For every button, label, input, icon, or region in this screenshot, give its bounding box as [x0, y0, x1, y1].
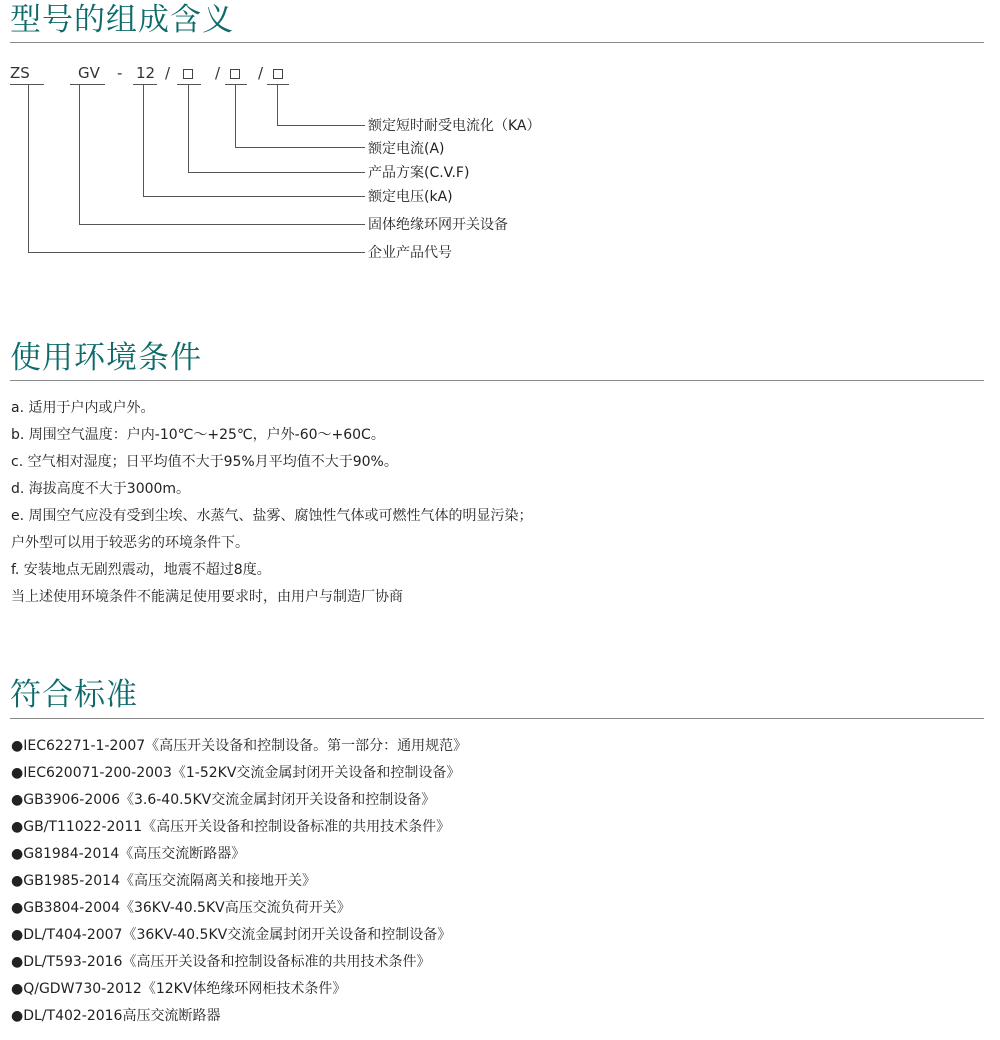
conditions-section-title: 使用环境条件 [10, 340, 202, 376]
conditions-section-divider [10, 380, 984, 381]
leader-vertical-gv [79, 84, 80, 224]
code-part-12: 12 [136, 64, 156, 82]
code-slash-2: / [215, 64, 221, 82]
condition-line: a. 适用于户内或户外。 [11, 400, 155, 416]
model-section-divider [10, 42, 984, 43]
condition-line: 当上述使用环境条件不能满足使用要求时，由用户与制造厂协商 [11, 589, 403, 605]
leader-vertical-zs [28, 84, 29, 252]
code-placeholder-box-2 [230, 69, 240, 79]
standard-item: ●DL/T593-2016《高压开关设备和控制设备标准的共用技术条件》 [11, 954, 431, 970]
code-underline-box-2 [225, 84, 247, 85]
model-section-title: 型号的组成含义 [10, 2, 234, 38]
code-part-zs: ZS [10, 64, 30, 82]
condition-line: e. 周围空气应没有受到尘埃、水蒸气、盐雾、腐蚀性气体或可燃性气体的明显污染； [11, 508, 533, 524]
code-underline-zs [10, 84, 44, 85]
code-underline-box-1 [177, 84, 201, 85]
code-dash: - [117, 64, 123, 82]
desc-rated-voltage: 额定电压(kA) [368, 189, 453, 205]
leader-vertical-box-1 [188, 84, 189, 172]
condition-line: b. 周围空气温度：户内-10℃～+25℃，户外-60～+60C。 [11, 427, 385, 443]
code-underline-box-3 [267, 84, 289, 85]
standard-item: ●IEC620071-200-2003《1-52KV交流金属封闭开关设备和控制设备》 [11, 765, 461, 781]
code-underline-gv [70, 84, 105, 85]
standard-item: ●G81984-2014《高压交流断路器》 [11, 846, 246, 862]
condition-line: f. 安装地点无剧烈震动，地震不超过8度。 [11, 562, 271, 578]
code-underline-12 [133, 84, 157, 85]
desc-product-scheme: 产品方案(C.V.F) [368, 165, 470, 181]
standard-item: ●GB3804-2004《36KV-40.5KV高压交流负荷开关》 [11, 900, 351, 916]
code-placeholder-box-3 [273, 69, 283, 79]
standards-section-divider [10, 718, 984, 719]
code-placeholder-box-1 [183, 69, 193, 79]
desc-enterprise-code: 企业产品代号 [368, 245, 452, 261]
code-slash-3: / [258, 64, 264, 82]
code-part-gv: GV [78, 64, 100, 82]
condition-line: d. 海拔高度不大于3000m。 [11, 481, 191, 497]
leader-horizontal-4 [143, 196, 365, 197]
condition-line: c. 空气相对湿度；日平均值不大于95%月平均值不大于90%。 [11, 454, 398, 470]
condition-line: 户外型可以用于较恶劣的环境条件下。 [11, 535, 249, 551]
leader-horizontal-6 [28, 252, 365, 253]
leader-vertical-box-2 [235, 84, 236, 147]
standard-item: ●DL/T402-2016高压交流断路器 [11, 1008, 221, 1024]
leader-vertical-12 [143, 84, 144, 196]
leader-horizontal-2 [235, 147, 365, 148]
standard-item: ●GB/T11022-2011《高压开关设备和控制设备标准的共用技术条件》 [11, 819, 451, 835]
leader-vertical-box-3 [277, 84, 278, 125]
standard-item: ●GB1985-2014《高压交流隔离关和接地开关》 [11, 873, 316, 889]
leader-horizontal-5 [79, 224, 365, 225]
standard-item: ●GB3906-2006《3.6-40.5KV交流金属封闭开关设备和控制设备》 [11, 792, 436, 808]
standards-section-title: 符合标准 [10, 677, 138, 713]
standard-item: ●IEC62271-1-2007《高压开关设备和控制设备。第一部分：通用规范》 [11, 738, 468, 754]
leader-horizontal-3 [188, 172, 365, 173]
desc-rated-current: 额定电流(A) [368, 141, 445, 157]
code-slash-1: / [165, 64, 171, 82]
leader-horizontal-1 [277, 125, 365, 126]
desc-switchgear-type: 固体绝缘环网开关设备 [368, 217, 508, 233]
standard-item: ●Q/GDW730-2012《12KV体绝缘环网柜技术条件》 [11, 981, 347, 997]
standard-item: ●DL/T404-2007《36KV-40.5KV交流金属封闭开关设备和控制设备》 [11, 927, 452, 943]
desc-rated-short-time-current: 额定短时耐受电流化（KA） [368, 118, 541, 134]
